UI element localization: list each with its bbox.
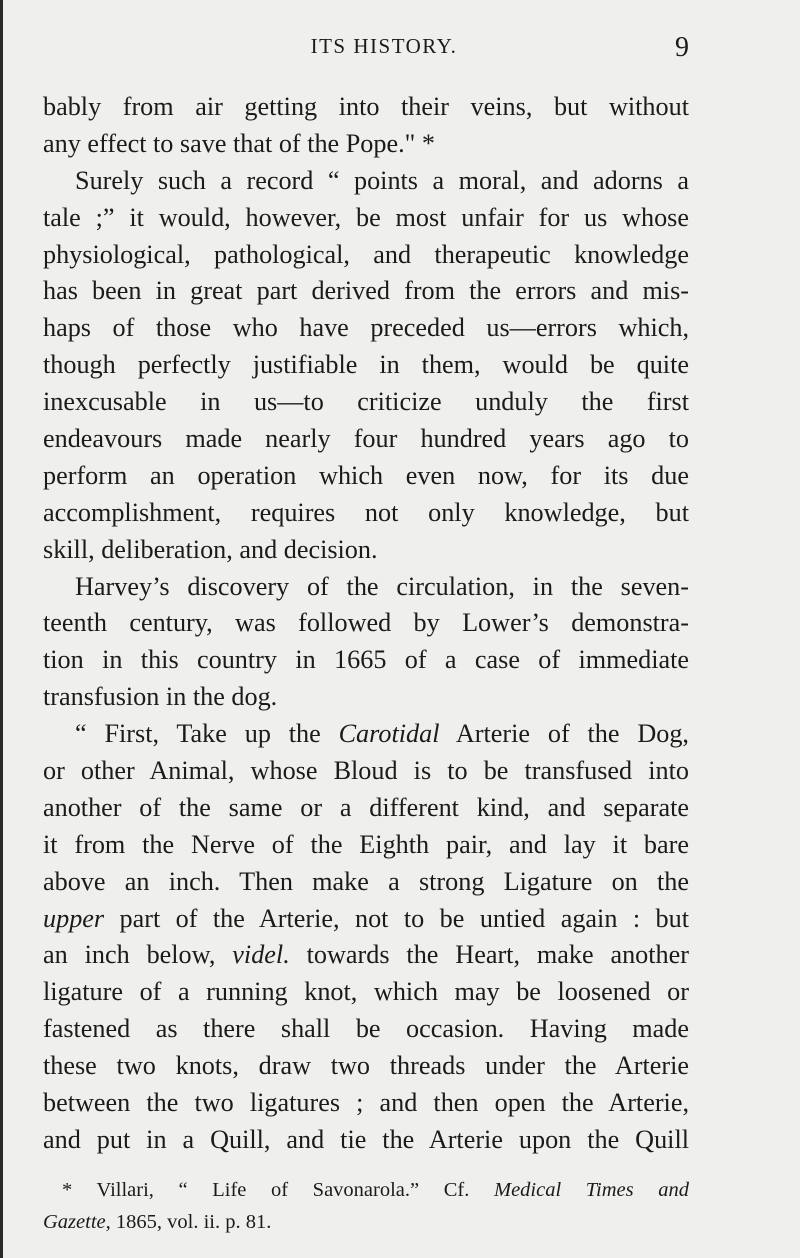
quote-line: between the two ligatures ; and then open the Arterie, bbox=[43, 1088, 689, 1118]
quote-line: it from the Nerve of the Eighth pair, and lay it bare bbox=[43, 829, 689, 859]
quote-text: Arterie of the Dog, bbox=[439, 719, 689, 749]
italic-term: Carotidal bbox=[338, 719, 440, 749]
quote-line: fastened as there shall be occasion. Having made bbox=[43, 1014, 689, 1044]
quote-line: these two knots, draw two threads under the Arterie bbox=[43, 1051, 689, 1081]
footnote-line bbox=[43, 1174, 689, 1206]
page-number: 9 bbox=[675, 32, 689, 63]
quote-text: towards the Heart, make another bbox=[289, 940, 689, 970]
quote-line: ligature of a running knot, which may be loosened or bbox=[43, 977, 689, 1007]
footnote-text: * Villari, “ Life of Savonarola.” Cf. bbox=[62, 1179, 494, 1201]
quote-line bbox=[43, 937, 689, 974]
italic-term: videl. bbox=[232, 940, 290, 970]
text-line: skill, deliberation, and decision. bbox=[43, 534, 378, 564]
quote-line: above an inch. Then make a strong Ligature on the bbox=[43, 866, 689, 896]
footnote-italic: Medical Times and bbox=[494, 1179, 689, 1201]
running-head bbox=[43, 32, 689, 68]
quote-line: and put in a Quill, and tie the Arterie upon the Quill bbox=[43, 1124, 689, 1154]
footnote bbox=[43, 1174, 689, 1238]
text-line: inexcusable in us—to criticize unduly the first bbox=[43, 387, 689, 417]
text-line: though perfectly justifiable in them, would be quite bbox=[43, 350, 689, 380]
text-line: teenth century, was followed by Lower’s demonstra- bbox=[43, 608, 689, 638]
body-text bbox=[43, 89, 689, 1159]
paragraph-first-line: Surely such a record “ points a moral, and adorns a bbox=[75, 165, 689, 195]
footnote-line bbox=[43, 1206, 689, 1238]
footnote-text: 1865, vol. ii. p. 81. bbox=[110, 1211, 272, 1233]
text-line: bably from air getting into their veins, but without bbox=[43, 92, 689, 121]
text-line: endeavours made nearly four hundred years ago to bbox=[43, 424, 689, 454]
running-title: ITS HISTORY. bbox=[310, 34, 458, 58]
text-line: any effect to save that of the Pope." * bbox=[43, 128, 435, 158]
text-line: has been in great part derived from the errors and mis- bbox=[43, 276, 689, 306]
quote-line: or other Animal, whose Bloud is to be transfused into bbox=[43, 756, 689, 786]
paragraph-first-line: Harvey’s discovery of the circulation, in the seven- bbox=[75, 571, 689, 601]
quote-text: an inch below, bbox=[43, 940, 233, 970]
quote-text: part of the Arterie, not to be untied again : but bbox=[104, 903, 689, 933]
text-line: perform an operation which even now, for its due bbox=[43, 460, 689, 490]
text-line: physiological, pathological, and therapeutic knowledge bbox=[43, 239, 689, 269]
quote-line: another of the same or a different kind, and separate bbox=[43, 792, 689, 822]
text-line: accomplishment, requires not only knowledge, but bbox=[43, 497, 689, 527]
quote-first-line bbox=[43, 716, 689, 753]
italic-term: upper bbox=[43, 903, 105, 933]
text-line: transfusion in the dog. bbox=[43, 682, 278, 712]
quote-text: “ First, Take up the bbox=[75, 719, 339, 749]
text-line: haps of those who have preceded us—errors which, bbox=[43, 313, 689, 343]
footnote-italic: Gazette, bbox=[43, 1211, 111, 1233]
text-line: tale ;” it would, however, be most unfair for us whose bbox=[43, 202, 689, 232]
text-line: tion in this country in 1665 of a case of immediate bbox=[43, 645, 689, 675]
quote-line bbox=[43, 901, 689, 938]
